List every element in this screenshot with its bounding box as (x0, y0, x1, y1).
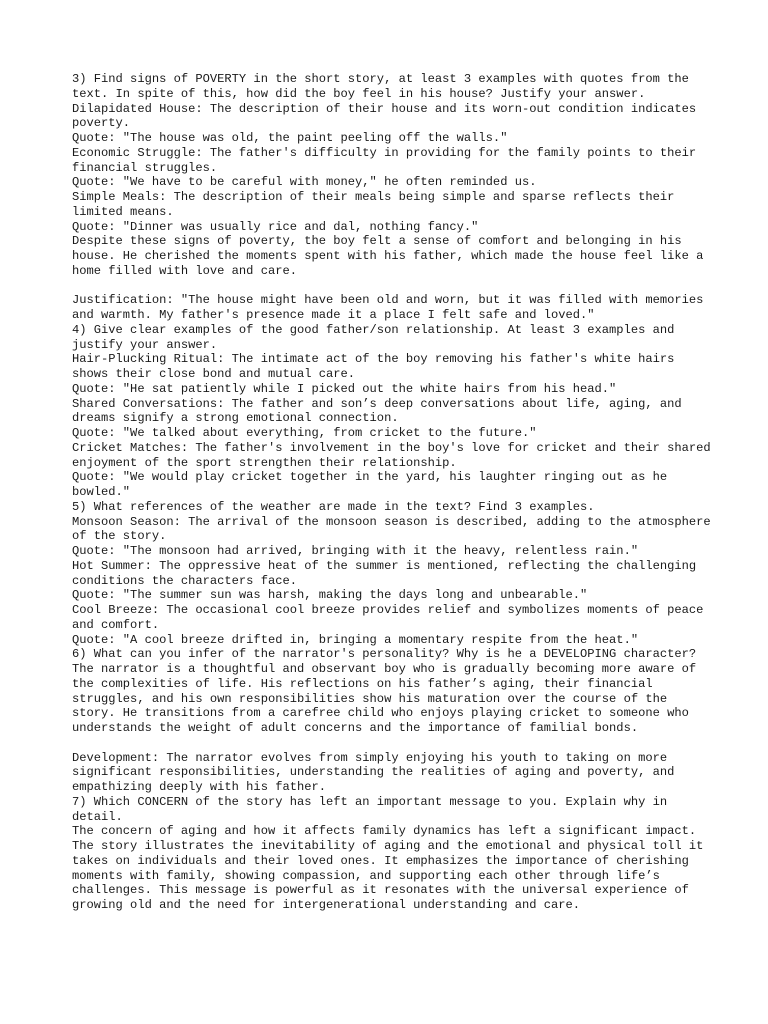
poverty-example-house: Dilapidated House: The description of their house and its worn-out condition indicates poverty. (72, 101, 704, 131)
relationship-quote-conversations: Quote: "We talked about everything, from cricket to the future." (72, 426, 537, 440)
poverty-quote-house: Quote: "The house was old, the paint peeling off the walls." (72, 131, 508, 145)
paragraph-gap (72, 736, 712, 751)
development: Development: The narrator evolves from simply enjoying his youth to taking on more significant responsibilities, understanding the realities of aging and poverty, and empathizing deeply with his father. (72, 750, 682, 794)
poverty-quote-dinner: Quote: "Dinner was usually rice and dal, nothing fancy." (72, 219, 479, 234)
question-3: 3) Find signs of POVERTY in the short story, at least 3 examples with quotes from the text. In spite of this, how did the boy feel in his house? Justify your answer. (72, 72, 697, 101)
relationship-quote-cricket: Quote: "We would play cricket together in the yard, his laughter ringing out as he bowled." (72, 470, 675, 499)
paragraph-gap (72, 279, 712, 294)
section-development-concern (72, 751, 712, 913)
weather-example-monsoon: Monsoon Season: The arrival of the monsoon season is described, adding to the atmosphere of the story. (72, 514, 718, 544)
narrator-description: The narrator is a thoughtful and observant boy who is gradually becoming more aware of the complexities of life. His reflections on his father’s aging, their financial struggles, and his own responsibilities show his maturation over the course of the story. He transitions from a carefree child who enjoys playing cricket to someone who understands the weight of adult concerns and the importance of familial bonds. (72, 662, 704, 735)
document-page (72, 72, 718, 913)
poverty-example-meals: Simple Meals: The description of their meals being simple and sparse reflects their limited means. (72, 190, 682, 219)
question-4: 4) Give clear examples of the good father/son relationship. At least 3 examples and justify your answer. (72, 322, 682, 352)
section-relationship-weather-narrator (72, 293, 718, 736)
weather-quote-monsoon: Quote: "The monsoon had arrived, bringing with it the heavy, relentless rain." (72, 544, 639, 558)
poverty-feeling: Despite these signs of poverty, the boy felt a sense of comfort and belonging in his house. He cherished the moments spent with his father, which made the house feel like a home filled with love and care. (72, 234, 711, 278)
weather-example-summer: Hot Summer: The oppressive heat of the summer is mentioned, reflecting the challenging conditions the characters face. (72, 558, 704, 588)
weather-quote-summer: Quote: "The summer sun was harsh, making the days long and unbearable." (72, 588, 588, 603)
relationship-example-cricket: Cricket Matches: The father's involvement in the boy's love for cricket and their shared enjoyment of the sport strengthen their relationship. (72, 440, 718, 470)
poverty-quote-money: Quote: "We have to be careful with money," he often reminded us. (72, 175, 537, 190)
weather-example-breeze: Cool Breeze: The occasional cool breeze provides relief and symbolizes moments of peace and comfort. (72, 603, 711, 632)
section-poverty (72, 72, 712, 279)
justification: Justification: "The house might have been old and worn, but it was filled with memories and warmth. My father's presence made it a place I felt safe and loved." (72, 293, 711, 322)
relationship-example-conversations: Shared Conversations: The father and son’s deep conversations about life, aging, and dreams signify a strong emotional connection. (72, 396, 689, 426)
relationship-quote-hair: Quote: "He sat patiently while I picked out the white hairs from his head." (72, 381, 617, 396)
question-7: 7) Which CONCERN of the story has left an important message to you. Explain why in detail. (72, 794, 675, 824)
question-6: 6) What can you infer of the narrator's personality? Why is he a DEVELOPING character? (72, 647, 697, 662)
poverty-example-economic: Economic Struggle: The father's difficulty in providing for the family points to their financial struggles. (72, 145, 704, 175)
relationship-example-hair: Hair-Plucking Ritual: The intimate act of the boy removing his father's white hairs shows their close bond and mutual care. (72, 352, 682, 381)
weather-quote-breeze: Quote: "A cool breeze drifted in, bringing a momentary respite from the heat." (72, 632, 639, 647)
question-5: 5) What references of the weather are made in the text? Find 3 examples. (72, 499, 595, 514)
concern-answer: The concern of aging and how it affects family dynamics has left a significant impact. The story illustrates the inevitability of aging and the emotional and physical toll it takes on individuals and their loved ones. It emphasizes the importance of cherishing moments with family, showing compassion, and supporting each other through life’s challenges. This message is powerful as it resonates with the universal experience of growing old and the need for intergenerational understanding and care. (72, 824, 711, 912)
